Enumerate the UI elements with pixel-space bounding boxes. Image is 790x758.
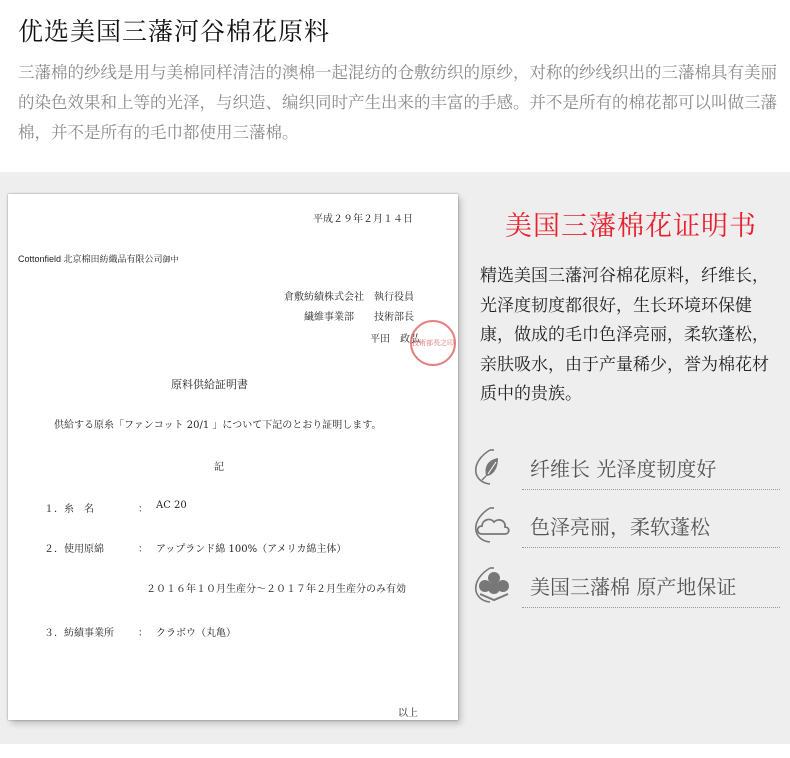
feature-divider bbox=[522, 607, 780, 608]
certificate-document bbox=[8, 194, 458, 720]
feature-label: 美国三藩棉 原产地保证 bbox=[530, 575, 737, 599]
feature-origin bbox=[468, 564, 784, 608]
cotton-boll-icon bbox=[468, 564, 522, 608]
item1-value: AC 20 bbox=[156, 500, 187, 511]
item3-label: ３．紡績事業所 bbox=[44, 628, 114, 639]
panel-description: 精选美国三藩河谷棉花原料，纤维长，光泽度韧度都很好，生长环境环保健康，做成的毛巾色泽亮丽，柔软蓬松，亲肤吸水，由于产量稀少，誉为棉花材质中的贵族。 bbox=[480, 266, 769, 405]
feather-icon bbox=[468, 446, 522, 490]
item2-value: アップランド綿 100%（アメリカ綿主体） bbox=[156, 544, 347, 555]
seal-stamp: 技術部長之印 bbox=[410, 320, 456, 366]
intro-paragraph: 三藩棉的纱线是用与美棉同样清洁的澳棉一起混纺的仓敷纺织的原纱，对称的纱线织出的三藩棉具有美丽的染色效果和上等的光泽，与织造、编织同时产生出来的丰富的手感。并不是所有的棉花都可以叫做三藩棉，并不是所有的毛巾都使用三藩棉。 bbox=[18, 63, 777, 142]
feature-divider bbox=[522, 547, 780, 548]
issuer-company: 倉敷紡績株式会社 執行役員 bbox=[284, 292, 414, 303]
feature-divider bbox=[522, 489, 780, 490]
item3-colon: ： bbox=[138, 628, 148, 639]
issuer-department: 繊維事業部 技術部長 bbox=[304, 312, 414, 323]
item2-label: ２．使用原綿 bbox=[44, 544, 104, 555]
item1-colon: ： bbox=[138, 504, 148, 515]
recipient-name: Cottonfield 北京棉田紡織品有限公司 bbox=[18, 254, 163, 264]
feature-color bbox=[468, 504, 784, 548]
certificate-end: 以上 bbox=[398, 708, 418, 719]
certificate-ki: 記 bbox=[214, 462, 224, 473]
certificate-recipient bbox=[18, 252, 179, 265]
issuer-name: 平田 政弘 bbox=[370, 334, 420, 345]
item2-colon: ： bbox=[138, 544, 148, 555]
feature-fiber bbox=[468, 446, 784, 490]
item2-note: ２０１６年１０月生産分～２０１７年２月生産分のみ有効 bbox=[146, 584, 406, 595]
feature-label: 色泽亮丽，柔软蓬松 bbox=[530, 515, 710, 539]
certificate-date: 平成２９年２月１４日 bbox=[313, 214, 413, 225]
panel-title: 美国三藩棉花证明书 bbox=[505, 211, 757, 242]
item3-value: クラボウ（丸亀） bbox=[156, 628, 236, 639]
certificate-statement: 供給する原糸「ファンコット 20/1 」について下記のとおり証明します。 bbox=[54, 420, 382, 431]
page-title: 优选美国三藩河谷棉花原料 bbox=[18, 17, 331, 46]
feature-label: 纤维长 光泽度韧度好 bbox=[530, 457, 717, 481]
cloud-icon bbox=[468, 504, 522, 548]
recipient-suffix: 御中 bbox=[162, 255, 179, 264]
certificate-title: 原料供給証明書 bbox=[171, 378, 248, 391]
item1-label: １．糸 名 bbox=[44, 504, 94, 515]
